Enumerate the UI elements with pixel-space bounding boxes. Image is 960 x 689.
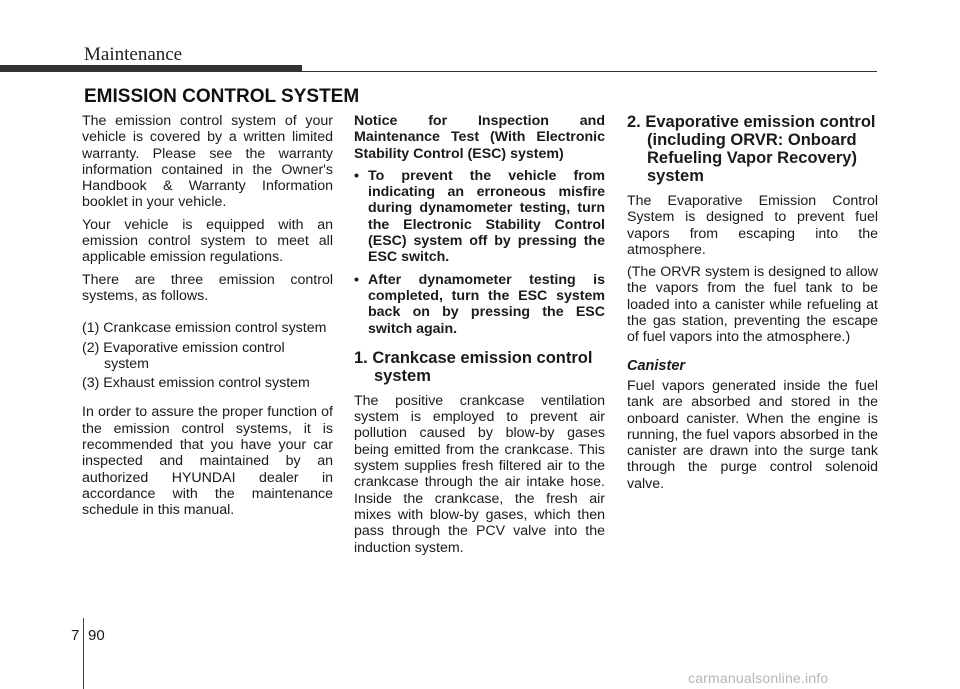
- warranty-paragraph: The emission control system of your vehicle is covered by a written limited warranty. Please see the warranty information contained in the Owner's Handbook & Warranty Information booklet in your vehicle.: [82, 113, 333, 211]
- notice-bullets: [354, 168, 605, 337]
- crankcase-heading: 1. Crankcase emission control system: [354, 348, 593, 385]
- evaporative-paragraph: The Evaporative Emission Control System is designed to prevent fuel vapors from escaping into the atmosphere.: [627, 193, 878, 258]
- footer-divider: [83, 618, 84, 689]
- bullet-text: After dynamometer testing is completed, turn the ESC system back on by pressing the ESC switch again.: [368, 271, 605, 337]
- section-header: Maintenance: [84, 44, 183, 65]
- header-rule-thick: [0, 65, 302, 72]
- list-item: (1) Crankcase emission control system: [82, 320, 327, 337]
- header-rule-thin: [302, 71, 877, 72]
- page-number: 90: [88, 627, 105, 644]
- systems-list: [82, 320, 333, 391]
- canister-paragraph: Fuel vapors generated inside the fuel tank are absorbed and stored in the onboard canister. When the engine is running, the fuel vapors absorbed in the canister are drawn into the surge tank through the purge control solenoid valve.: [627, 377, 878, 492]
- list-item: [354, 168, 605, 266]
- evaporative-heading: 2. Evaporative emission control (including ORVR: Onboard Refueling Vapor Recovery) system: [627, 113, 876, 185]
- dealer-paragraph: In order to assure the proper function of the emission control systems, it is recommended that you have your car inspected and maintained by an authorized HYUNDAI dealer in accordance with the maintenance schedule in this manual.: [82, 404, 333, 519]
- list-item: [354, 272, 605, 337]
- equipment-paragraph: Your vehicle is equipped with an emission control system to meet all applicable emission regulations.: [82, 216, 333, 266]
- crankcase-paragraph: The positive crankcase ventilation system is employed to prevent air pollution caused by blow-by gases being emitted from the crankcase. This system supplies fresh filtered air to the crankcase through the air intake hose. Inside the crankcase, the fresh air mixes with blow-by gases, which then pass through the PCV valve into the induction system.: [354, 392, 605, 556]
- notice-heading: Notice for Inspection and Maintenance Test (With Electronic Stability Control (ESC) system): [354, 113, 605, 162]
- bullet-text: To prevent the vehicle from indicating an erroneous misfire during dynamometer testing, turn the Electronic Stability Control (ESC) system off by pressing the ESC switch.: [368, 167, 605, 266]
- column-1: [82, 113, 333, 525]
- orvr-paragraph: (The ORVR system is designed to allow the vapors from the fuel tank to be loaded into a canister while refueling at the gas station, preventing the escape of fuel vapors into the atmosphere.): [627, 264, 878, 346]
- column-2: [354, 113, 605, 562]
- column-3: [627, 113, 878, 498]
- watermark: carmanualsonline.info: [688, 670, 829, 686]
- chapter-number: 7: [71, 627, 80, 644]
- bullet-icon: •: [354, 271, 359, 288]
- list-item: (2) Evaporative emission control system: [82, 339, 285, 372]
- canister-heading: Canister: [627, 357, 686, 374]
- bullet-icon: •: [354, 167, 359, 184]
- systems-intro-paragraph: There are three emission control systems, as follows.: [82, 271, 333, 304]
- page-title: EMISSION CONTROL SYSTEM: [84, 86, 360, 107]
- list-item: (3) Exhaust emission control system: [82, 375, 310, 392]
